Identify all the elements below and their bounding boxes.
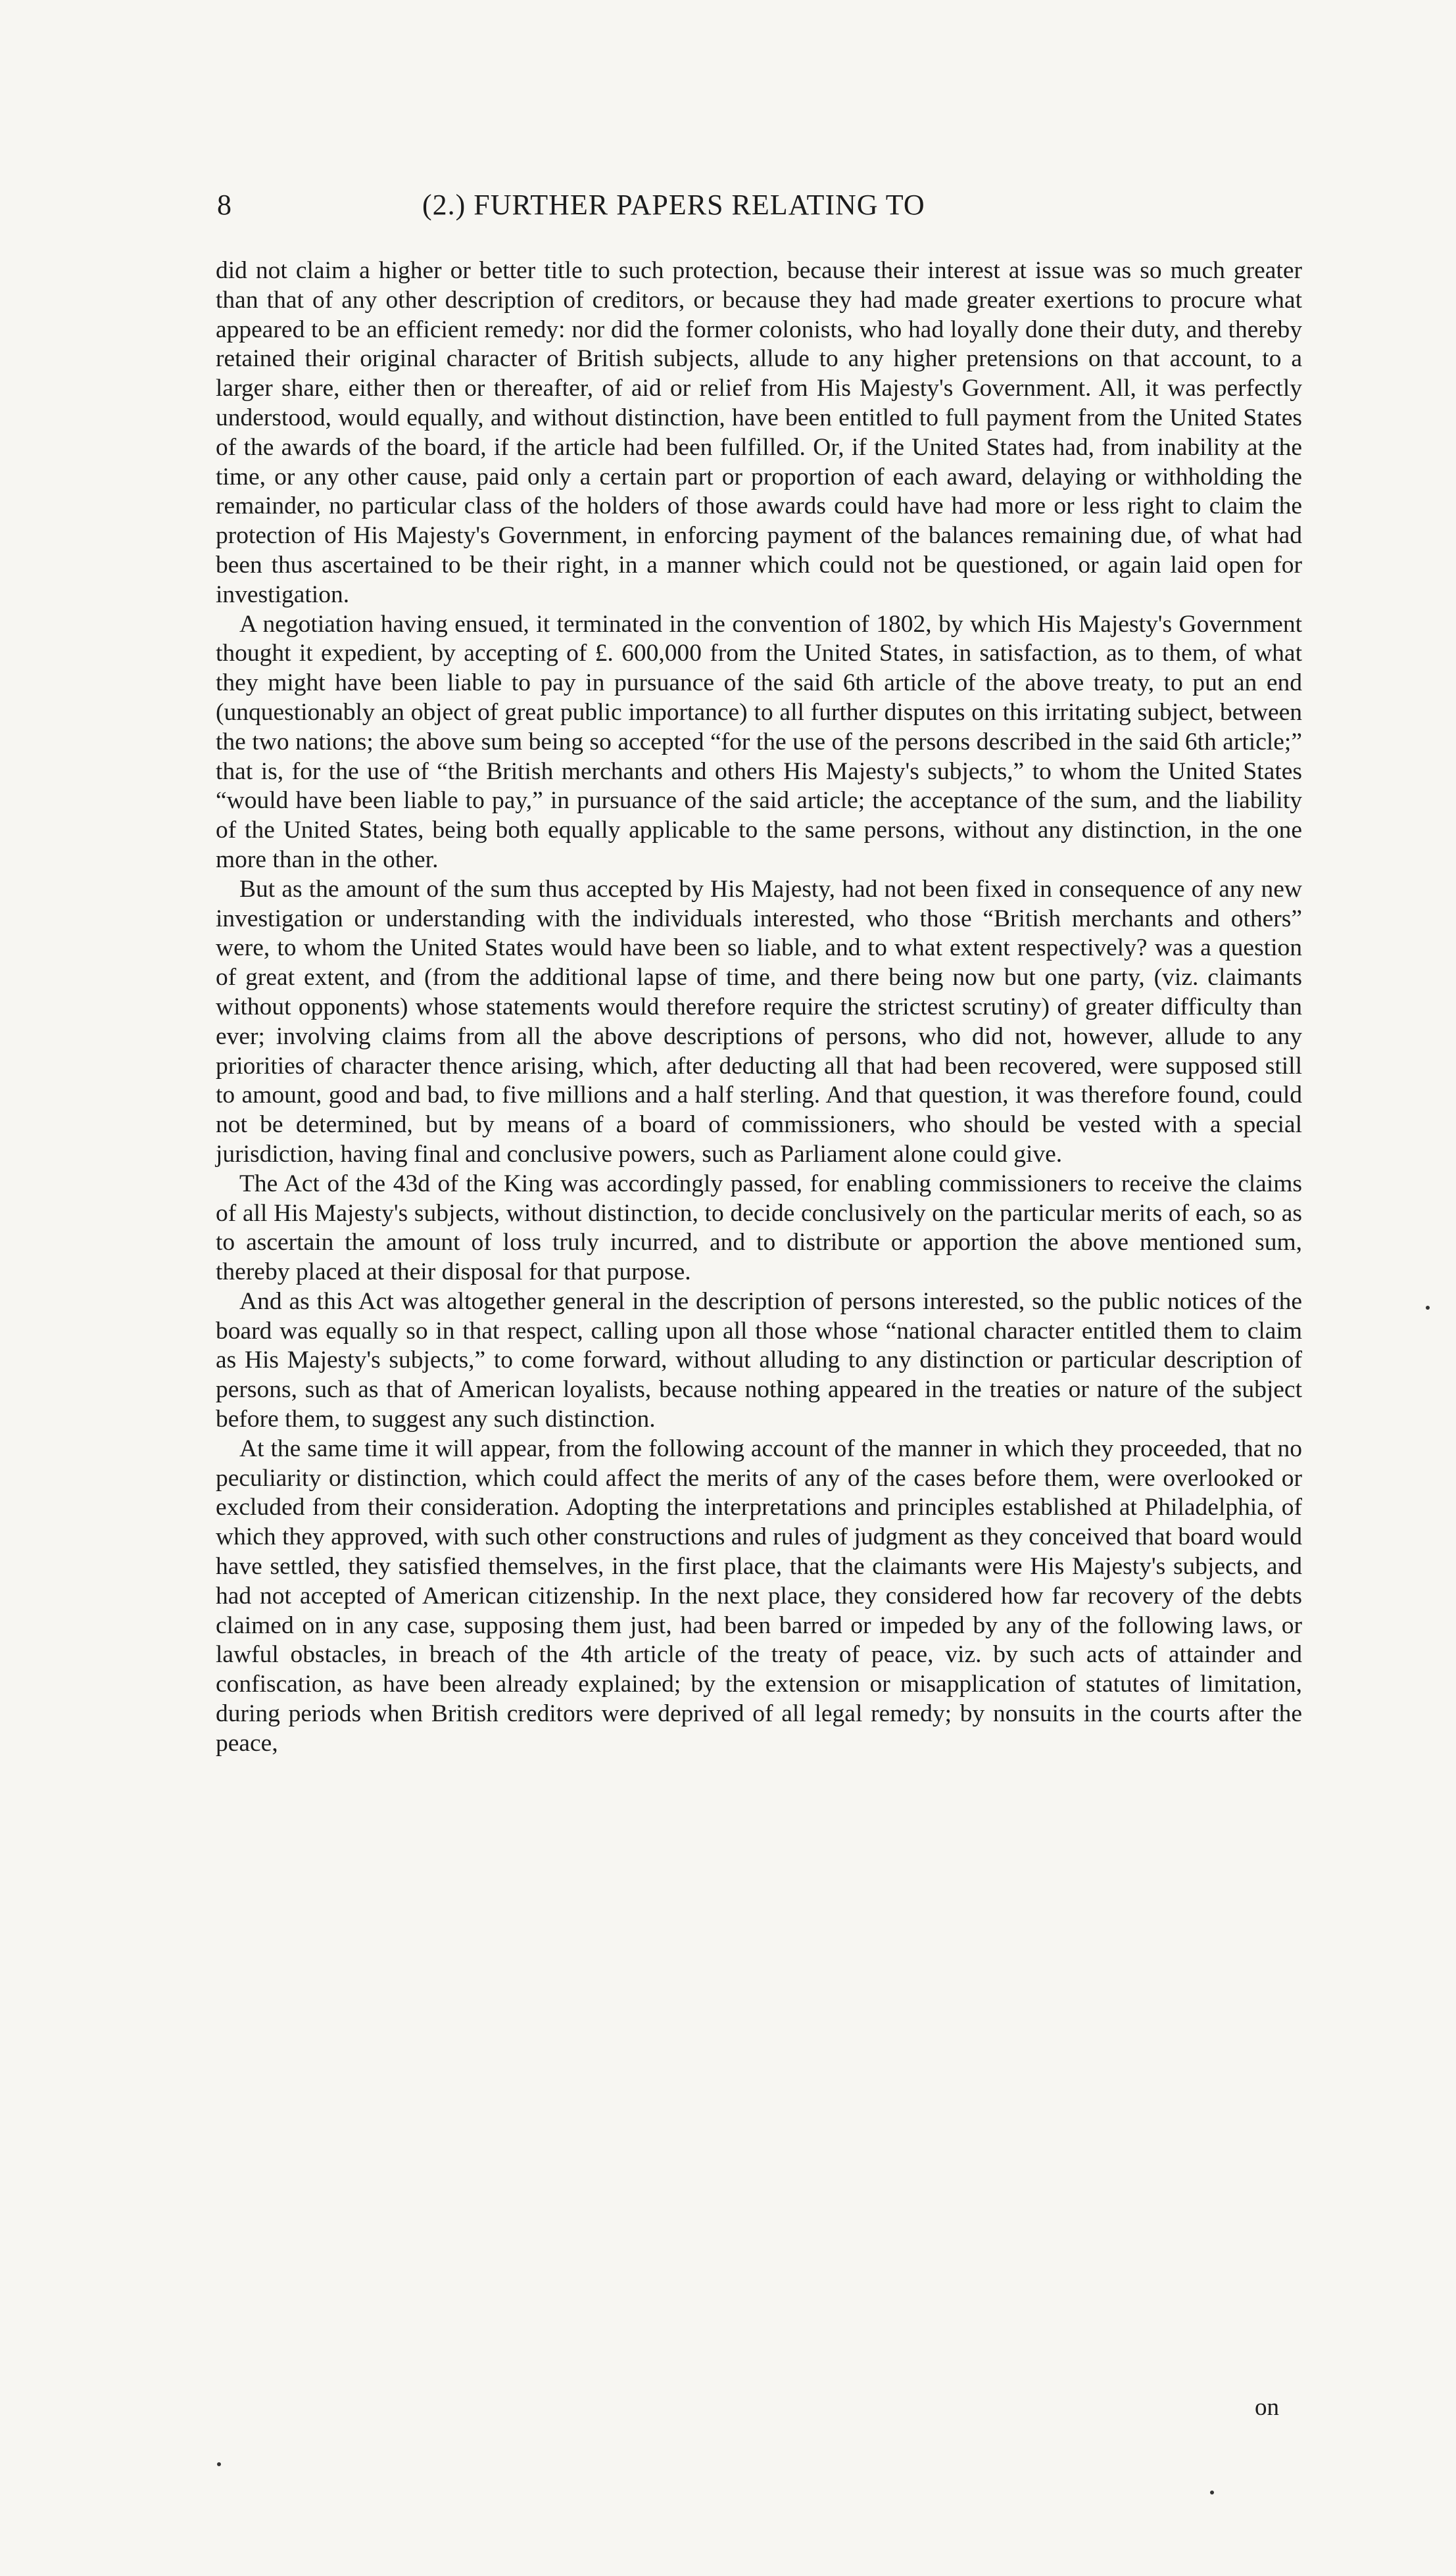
paragraph: And as this Act was altogether general in the description of persons interested, so the public notices of the board was equally so in that respect, calling upon all those whose “national character entitled them to claim as His Majesty's subjects,” to come forward, without alluding to any distinction or particular description of persons, such as that of American loyalists, because nothing appeared in the treaties or nature of the subject before them, to suggest any such distinction.	[216, 1287, 1302, 1433]
running-title: (2.) FURTHER PAPERS RELATING TO	[422, 189, 925, 221]
page-number: 8	[217, 189, 232, 221]
speck-mark	[1210, 2491, 1214, 2494]
page-header	[217, 188, 1269, 234]
body-text	[216, 256, 1302, 1759]
catchword: on	[1255, 2394, 1279, 2421]
paragraph: did not claim a higher or better title to such protection, because their interest at issue was so much greater than that of any other description of creditors, or because they had made greater exertions to procure what appeared to be an efficient remedy: nor did the former colonists, who had loyally done their duty, and thereby retained their original character of British subjects, allude to any higher pretensions on that account, to a larger share, either then or thereafter, of aid or relief from His Majesty's Government. All, it was perfectly understood, would equally, and without distinction, have been entitled to full payment from the United States of the awards of the board, if the article had been fulfilled. Or, if the United States had, from inability at the time, or any other cause, paid only a certain part or proportion of each award, delaying or withholding the remainder, no particular class of the holders of those awards could have had more or less right to claim the protection of His Majesty's Government, in enforcing payment of the balances remaining due, of what had been thus ascertained to be their right, in a manner which could not be questioned, or again laid open for investigation.	[216, 257, 1302, 608]
paragraph: The Act of the 43d of the King was accordingly passed, for enabling commissioners to receive the claims of all His Majesty's subjects, without distinction, to decide conclusively on the particular merits of each, so as to ascertain the amount of loss truly incurred, and to distribute or apportion the above mentioned sum, thereby placed at their disposal for that purpose.	[216, 1170, 1302, 1286]
paragraph: At the same time it will appear, from the following account of the manner in which they proceeded, that no peculiarity or distinction, which could affect the merits of any of the cases before them, were overlooked or excluded from their consideration. Adopting the interpretations and principles established at Philadelphia, of which they approved, with such other constructions and rules of judgment as they conceived that board would have settled, they satisfied themselves, in the first place, that the claimants were His Majesty's subjects, and had not accepted of American citizenship. In the next place, they considered how far recovery of the debts claimed on in any case, supposing them just, had been barred or impeded by any of the following laws, or lawful obstacles, in breach of the 4th article of the treaty of peace, viz. by such acts of attainder and confiscation, as have been already explained; by the extension or misapplication of statutes of limitation, during periods when British creditors were deprived of all legal remedy; by nonsuits in the courts after the peace,	[216, 1435, 1302, 1757]
paragraph: But as the amount of the sum thus accepted by His Majesty, had not been fixed in consequence of any new investigation or understanding with the individuals interested, who those “British merchants and others” were, to whom the United States would have been so liable, and to what extent respectively? was a question of great extent, and (from the additional lapse of time, and there being now but one party, (viz. claimants without opponents) whose statements would therefore require the strictest scrutiny) of greater difficulty than ever; involving claims from all the above descriptions of persons, who did not, however, allude to any priorities of character thence arising, which, after deducting all that had been recovered, were supposed still to amount, good and bad, to five millions and a half sterling. And that question, it was therefore found, could not be determined, but by means of a board of commissioners, who should be vested with a special jurisdiction, having final and conclusive powers, such as Parliament alone could give.	[216, 875, 1302, 1168]
speck-mark	[1426, 1306, 1430, 1310]
paragraph: A negotiation having ensued, it terminated in the convention of 1802, by which His Majesty's Government thought it expedient, by accepting of £. 600,000 from the United States, in satisfaction, as to them, of what they might have been liable to pay in pursuance of the said 6th article of the above treaty, to put an end (unquestionably an object of great public importance) to all further disputes on this irritating subject, between the two nations; the above sum being so accepted “for the use of the persons described in the said 6th article;” that is, for the use of “the British merchants and others His Majesty's subjects,” to whom the United States “would have been liable to pay,” in pursuance of the said article; the acceptance of the sum, and the liability of the United States, being both equally applicable to the same persons, without any distinction, in the one more than in the other.	[216, 610, 1302, 873]
speck-mark	[217, 2462, 221, 2466]
